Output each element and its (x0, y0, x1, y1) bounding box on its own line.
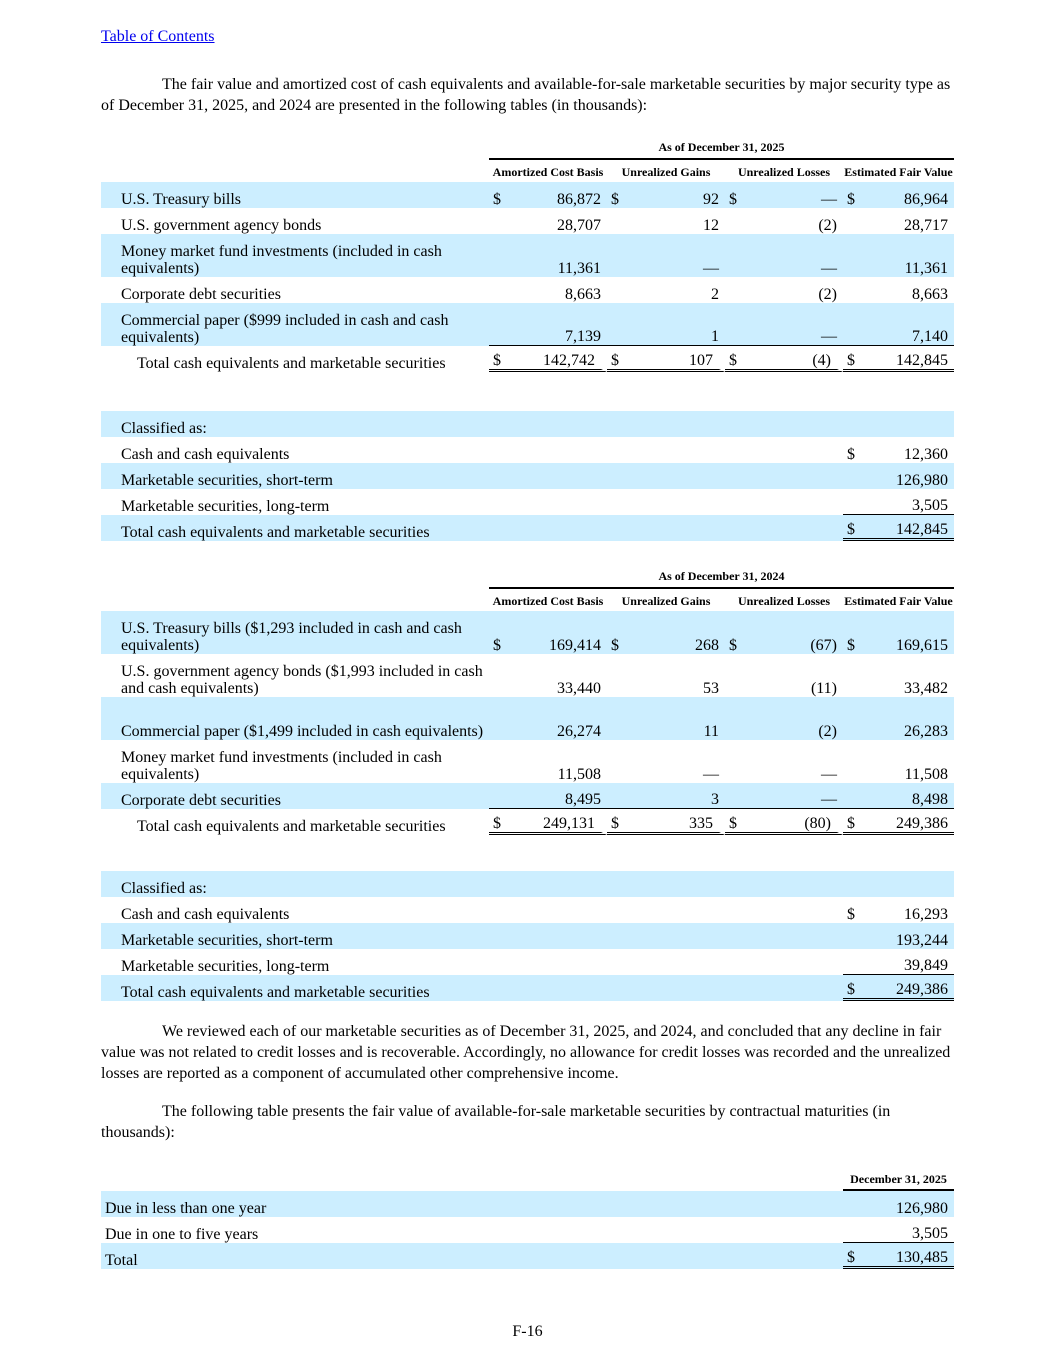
currency-symbol: $ (725, 809, 743, 835)
total-row (101, 975, 954, 1001)
cell-value: 26,283 (861, 697, 954, 740)
total-row (101, 346, 954, 372)
cell-value: 12,360 (904, 446, 948, 463)
currency-symbol (607, 208, 625, 234)
row-label: Commercial paper ($999 included in cash and cash equivalents) (101, 303, 489, 346)
section-heading-row (101, 411, 954, 437)
table-row (101, 277, 954, 303)
cell-value: 193,244 (861, 923, 954, 949)
currency-symbol (725, 740, 743, 783)
cell-value: 3,505 (861, 489, 954, 515)
cell-value: 7,139 (507, 303, 607, 346)
currency-symbol (725, 234, 743, 277)
cell-value: 11,361 (507, 234, 607, 277)
currency-symbol (489, 208, 507, 234)
total-value: 142,845 (861, 515, 954, 541)
currency-symbol (607, 740, 625, 783)
currency-symbol: $ (725, 611, 743, 654)
column-header: Estimated Fair Value (844, 594, 953, 608)
cell-value: 28,717 (904, 217, 948, 234)
cell-value: 7,140 (861, 303, 954, 346)
currency-symbol (725, 277, 743, 303)
currency-symbol (843, 489, 861, 515)
currency-symbol (489, 654, 507, 697)
cell-value: — (821, 766, 837, 783)
cell-value: 86,964 (861, 182, 954, 208)
currency-symbol (843, 1191, 861, 1217)
currency-symbol (489, 740, 507, 783)
currency-symbol: $ (847, 906, 855, 923)
cell-value: 8,498 (861, 783, 954, 809)
cell-value: 3 (625, 783, 725, 809)
cell-value: 169,414 (507, 611, 607, 654)
currency-symbol (489, 783, 507, 809)
cell-value: 33,440 (557, 680, 601, 697)
currency-symbol: $ (607, 611, 625, 654)
currency-symbol (843, 740, 861, 783)
column-header: Unrealized Losses (737, 594, 831, 608)
total-label: Total cash equivalents and marketable securities (137, 818, 446, 835)
currency-symbol: $ (843, 515, 861, 541)
cell-value: (2) (743, 697, 843, 740)
row-label: U.S. Treasury bills (101, 182, 489, 208)
currency-symbol: $ (843, 346, 861, 372)
total-label: Total cash equivalents and marketable securities (101, 975, 843, 1001)
currency-symbol (607, 654, 625, 697)
table-row (101, 949, 954, 975)
row-label: Due in one to five years (105, 1226, 259, 1243)
cell-value: 53 (703, 680, 719, 697)
cell-value: 8,663 (565, 286, 601, 303)
currency-symbol: $ (489, 611, 507, 654)
page-number: F-16 (512, 1323, 543, 1340)
row-label: Marketable securities, short-term (101, 923, 843, 949)
column-header: Amortized Cost Basis (492, 594, 604, 608)
currency-symbol (843, 234, 861, 277)
cell-value: 268 (625, 611, 725, 654)
row-label: U.S. government agency bonds (121, 217, 322, 234)
total-value: (4) (743, 346, 843, 372)
total-value: 249,386 (861, 809, 954, 835)
cell-value: 12 (703, 217, 719, 234)
currency-symbol: $ (843, 1243, 861, 1269)
total-value: 249,386 (861, 975, 954, 1001)
spacer (861, 871, 954, 897)
cell-value: 126,980 (861, 463, 954, 489)
table-row (101, 654, 954, 697)
table-row (101, 208, 954, 234)
cell-value: (2) (818, 217, 837, 234)
maturity-table (101, 1167, 954, 1269)
cell-value: 16,293 (904, 906, 948, 923)
column-header: Estimated Fair Value (844, 165, 953, 179)
table-row (101, 489, 954, 515)
currency-symbol (489, 303, 507, 346)
securities-table-2024 (101, 568, 954, 835)
currency-symbol: $ (725, 182, 743, 208)
row-label: Marketable securities, long-term (121, 498, 330, 515)
row-label: Commercial paper ($1,499 included in cash equivalents) (101, 697, 489, 740)
currency-symbol (725, 303, 743, 346)
cell-value: 126,980 (861, 1191, 954, 1217)
cell-value: — (743, 303, 843, 346)
currency-symbol (489, 277, 507, 303)
total-value: 142,742 (507, 346, 607, 372)
cell-value: 3,505 (861, 1217, 954, 1243)
currency-symbol (843, 697, 861, 740)
section-heading: Classified as: (101, 871, 843, 897)
total-value: (80) (743, 809, 843, 835)
row-label: Corporate debt securities (121, 286, 281, 303)
currency-symbol: $ (489, 809, 507, 835)
cell-value: 11,508 (557, 766, 601, 783)
currency-symbol (843, 303, 861, 346)
spacer (861, 411, 954, 437)
table-row (101, 897, 954, 923)
currency-symbol: $ (843, 809, 861, 835)
total-value: 130,485 (861, 1243, 954, 1269)
total-label: Total cash equivalents and marketable securities (101, 515, 843, 541)
total-value: 107 (625, 346, 725, 372)
column-header: December 31, 2025 (843, 1167, 954, 1191)
currency-symbol: $ (843, 182, 861, 208)
total-value: 142,845 (861, 346, 954, 372)
cell-value: 39,849 (861, 949, 954, 975)
table-row (101, 437, 954, 463)
cell-value: 26,274 (507, 697, 607, 740)
cell-value: 28,707 (557, 217, 601, 234)
currency-symbol (489, 697, 507, 740)
table-row (101, 303, 954, 346)
row-label: U.S. Treasury bills ($1,293 included in cash and cash equivalents) (101, 611, 489, 654)
table-row (101, 740, 954, 783)
row-label: Cash and cash equivalents (121, 906, 290, 923)
table-of-contents-link[interactable]: Table of Contents (101, 28, 215, 45)
cell-value: 33,482 (904, 680, 948, 697)
table-row (101, 1217, 954, 1243)
cell-value: 8,663 (912, 286, 948, 303)
cell-value: 8,495 (507, 783, 607, 809)
total-row (101, 809, 954, 835)
table-row (101, 783, 954, 809)
table-row (101, 182, 954, 208)
cell-value: — (703, 766, 719, 783)
row-label: Money market fund investments (included in cash equivalents) (101, 234, 489, 277)
currency-symbol (607, 783, 625, 809)
currency-symbol (843, 949, 861, 975)
currency-symbol: $ (489, 182, 507, 208)
cell-value: — (743, 783, 843, 809)
total-label: Total cash equivalents and marketable securities (137, 355, 446, 372)
table-row (101, 697, 954, 740)
currency-symbol (843, 463, 861, 489)
column-header: Unrealized Gains (621, 594, 711, 608)
table-row (101, 611, 954, 654)
classified-table-2025 (101, 411, 954, 541)
cell-value: 11,361 (861, 234, 954, 277)
group-header: As of December 31, 2025 (489, 139, 954, 160)
intro-paragraph: The fair value and amortized cost of cash equivalents and available-for-sale marketable securities by major security type as of December 31, 2025, and 2024 are presented in the following tables (in thousands): (101, 76, 951, 114)
table-row (101, 234, 954, 277)
currency-symbol (607, 234, 625, 277)
column-header: Amortized Cost Basis (492, 165, 604, 179)
currency-symbol (843, 654, 861, 697)
cell-value: (2) (818, 286, 837, 303)
currency-symbol (607, 303, 625, 346)
currency-symbol: $ (607, 346, 625, 372)
table-row (101, 463, 954, 489)
securities-table-2025 (101, 139, 954, 372)
cell-value: — (625, 234, 725, 277)
currency-symbol (843, 1217, 861, 1243)
row-label: Cash and cash equivalents (121, 446, 290, 463)
currency-symbol (725, 783, 743, 809)
currency-symbol: $ (489, 346, 507, 372)
currency-symbol (607, 697, 625, 740)
currency-symbol (725, 208, 743, 234)
cell-value: 11,508 (904, 766, 948, 783)
column-header: Unrealized Gains (621, 165, 711, 179)
row-label: Money market fund investments (included in cash equivalents) (121, 749, 442, 783)
cell-value: (11) (810, 680, 837, 697)
currency-symbol (725, 697, 743, 740)
currency-symbol: $ (607, 182, 625, 208)
row-label: Corporate debt securities (101, 783, 489, 809)
maturity-paragraph: The following table presents the fair value of available-for-sale marketable securities by contractual maturities (in thousands): (101, 1103, 891, 1141)
currency-symbol (843, 208, 861, 234)
row-label: U.S. government agency bonds ($1,993 included in cash and cash equivalents) (121, 663, 483, 697)
currency-symbol: $ (725, 346, 743, 372)
cell-value: — (743, 234, 843, 277)
spacer (843, 411, 861, 437)
table-row (101, 923, 954, 949)
cell-value: 1 (625, 303, 725, 346)
currency-symbol (607, 277, 625, 303)
cell-value: — (743, 182, 843, 208)
total-row (101, 515, 954, 541)
row-label: Marketable securities, long-term (121, 958, 330, 975)
currency-symbol: $ (847, 446, 855, 463)
currency-symbol (843, 783, 861, 809)
cell-value: 2 (711, 286, 719, 303)
section-heading: Classified as: (101, 411, 843, 437)
classified-table-2024 (101, 871, 954, 1001)
cell-value: 92 (625, 182, 725, 208)
cell-value: 169,615 (861, 611, 954, 654)
currency-symbol (725, 654, 743, 697)
currency-symbol: $ (607, 809, 625, 835)
currency-symbol (843, 277, 861, 303)
total-value: 335 (625, 809, 725, 835)
cell-value: (67) (743, 611, 843, 654)
currency-symbol: $ (843, 975, 861, 1001)
group-header: As of December 31, 2024 (489, 568, 954, 589)
total-label: Total (101, 1243, 843, 1269)
currency-symbol (843, 923, 861, 949)
spacer (843, 871, 861, 897)
cell-value: 11 (625, 697, 725, 740)
row-label: Marketable securities, short-term (101, 463, 843, 489)
row-label: Due in less than one year (101, 1191, 843, 1217)
section-heading-row (101, 871, 954, 897)
cell-value: 86,872 (507, 182, 607, 208)
currency-symbol (489, 234, 507, 277)
review-paragraph: We reviewed each of our marketable securities as of December 31, 2025, and 2024, and concluded that any decline in fair value was not related to credit losses and is recoverable. Accordingly, no allowance for credit losses was recorded and the unrealized losses are reported as a component of accumulated other comprehensive income. (101, 1023, 951, 1082)
table-row (101, 1191, 954, 1217)
currency-symbol: $ (843, 611, 861, 654)
total-value: 249,131 (507, 809, 607, 835)
total-row (101, 1243, 954, 1269)
column-header: Unrealized Losses (737, 165, 831, 179)
